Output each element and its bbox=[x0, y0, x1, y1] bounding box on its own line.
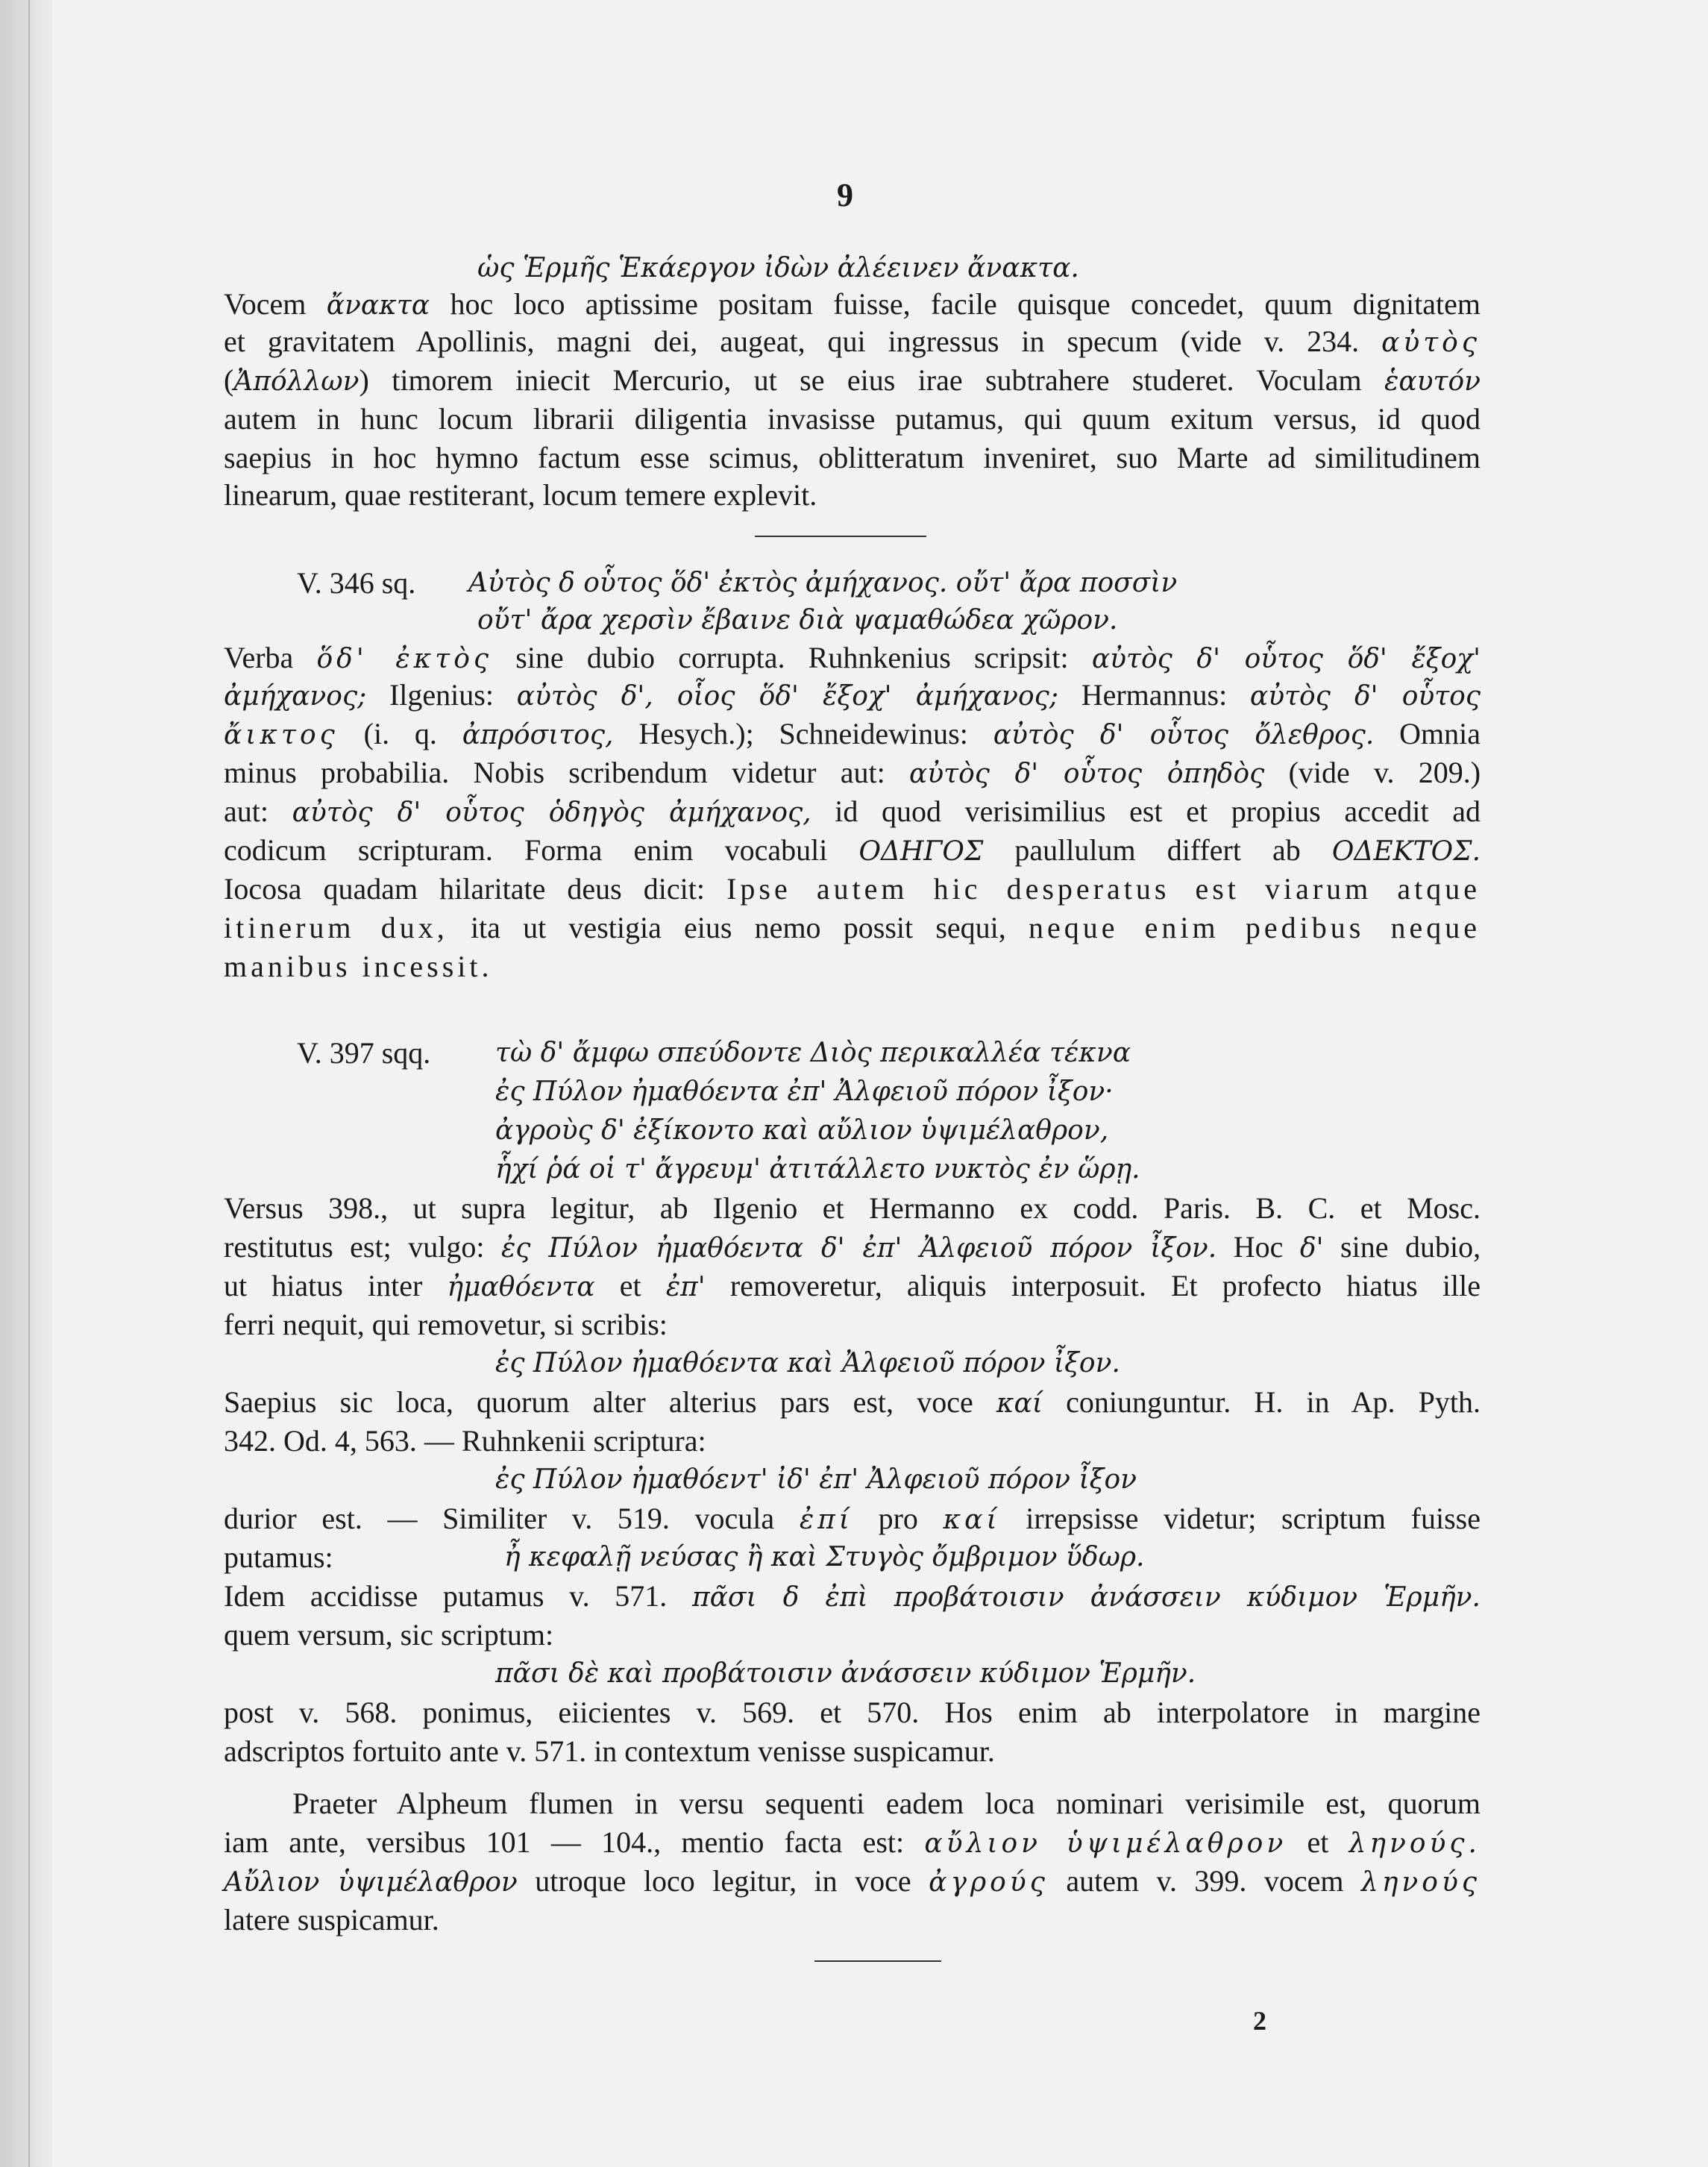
paragraph-line: ἀμήχανος; Ilgenius: αὐτὸς δ', οἷος ὅδ' ἔξοχ' ἀμήχανος; Hermannus: αὐτὸς δ' οὗτος bbox=[224, 678, 1481, 712]
paragraph-line: putamus: bbox=[224, 1540, 333, 1574]
paragraph-line: restitutus est; vulgo: ἐς Πύλον ἠμαθόεντα δ' ἐπ' Ἀλφειοῦ πόρον ἶξον. Hoc δ' sine dubio, bbox=[224, 1230, 1481, 1264]
paragraph-line: Verba ὅδ' ἐκτὸς sine dubio corrupta. Ruhnkenius scripsit: αὐτὸς δ' οὗτος ὅδ' ἔξοχ' bbox=[224, 641, 1481, 674]
quoted-verse: ἐς Πύλον ἠμαθόεντ' ἰδ' ἐπ' Ἀλφειοῦ πόρον ἶξον bbox=[495, 1464, 1137, 1495]
paragraph-line: (Ἀπόλλων) timorem iniecit Mercurio, ut se eius irae subtrahere studeret. Voculam ἑαυτόν bbox=[224, 363, 1481, 397]
verse-reference-label: V. 397 sqq. bbox=[297, 1036, 431, 1070]
paragraph-line: iam ante, versibus 101 — 104., mentio facta est: αὔλιον ὑψιμέλαθρον et ληνούς. bbox=[224, 1825, 1481, 1859]
quoted-verse: οὔτ' ἄρα χερσὶν ἔβαινε διὰ ψαμαθώδεα χῶρον. bbox=[477, 605, 1118, 636]
paragraph-line: ἄικτος (i. q. ἀπρόσιτος, Hesych.); Schneidewinus: αὐτὸς δ' οὗτος ὄλεθρος. Omnia bbox=[224, 717, 1481, 750]
paragraph-line: ferri nequit, qui removetur, si scribis: bbox=[224, 1308, 668, 1341]
paragraph-line: aut: αὐτὸς δ' οὗτος ὁδηγὸς ἀμήχανος, id quod verisimilius est et propius accedit ad bbox=[224, 794, 1481, 828]
quoted-verse: ἀγροὺς δ' ἐξίκοντο καὶ αὔλιον ὑψιμέλαθρον, bbox=[495, 1115, 1109, 1146]
paragraph-line: Praeter Alpheum flumen in versu sequenti eadem loca nominari verisimile est, quorum bbox=[292, 1787, 1481, 1820]
paragraph-line: post v. 568. ponimus, eiicientes v. 569. et 570. Hos enim ab interpolatore in margine bbox=[224, 1696, 1481, 1729]
book-spine-shadow bbox=[28, 0, 30, 2167]
paragraph-line: saepius in hoc hymno factum esse scimus, oblitteratum inveniret, suo Marte ad similitudinem bbox=[224, 441, 1481, 474]
paragraph-line: linearum, quae restiterant, locum temere explevit. bbox=[224, 478, 817, 512]
paragraph-line: ut hiatus inter ἠμαθόεντα et ἐπ' removeretur, aliquis interposuit. Et profecto hiatus ille bbox=[224, 1269, 1481, 1302]
paragraph-line: Idem accidisse putamus v. 571. πᾶσι δ ἐπὶ προβάτοισιν ἀνάσσειν κύδιμον Ἑρμῆν. bbox=[224, 1579, 1481, 1613]
quoted-verse: ἦ κεφαλῇ νεύσας ἢ καὶ Στυγὸς ὄμβριμον ὕδωρ. bbox=[504, 1542, 1145, 1572]
quoted-verse: τὼ δ' ἄμφω σπεύδοντε Διὸς περικαλλέα τέκνα bbox=[495, 1038, 1131, 1068]
paragraph-line: latere suspicamur. bbox=[224, 1903, 439, 1936]
printer-signature-mark: 2 bbox=[1253, 2006, 1266, 2036]
paragraph-line: itinerum dux, ita ut vestigia eius nemo possit sequi, neque enim pedibus neque bbox=[224, 911, 1481, 944]
quoted-verse: ἐς Πύλον ἠμαθόεντα καὶ Ἀλφειοῦ πόρον ἶξον. bbox=[495, 1348, 1120, 1379]
paragraph-line: adscriptos fortuito ante v. 571. in contextum venisse suspicamur. bbox=[224, 1734, 995, 1768]
quoted-verse: Αὐτὸς δ οὗτος ὅδ' ἐκτὸς ἀμήχανος. οὔτ' ἄρα ποσσὶν bbox=[468, 568, 1178, 598]
paragraph-line: minus probabilia. Nobis scribendum videtur aut: αὐτὸς δ' οὗτος ὀπηδὸς (vide v. 209.) bbox=[224, 756, 1481, 789]
paragraph-line: codicum scripturam. Forma enim vocabuli ΟΔΗΓΟΣ paullulum differt ab ΟΔΕΚΤΟΣ. bbox=[224, 833, 1481, 867]
paragraph-line: manibus incessit. bbox=[224, 950, 493, 983]
paragraph-line: Saepius sic loca, quorum alter alterius pars est, voce καί coniunguntur. H. in Ap. Pyth. bbox=[224, 1385, 1481, 1419]
page-number: 9 bbox=[837, 177, 853, 213]
section-divider bbox=[755, 536, 926, 537]
paragraph-line: durior est. — Similiter v. 519. vocula ἐπί pro καί irrepsisse videtur; scriptum fuisse bbox=[224, 1502, 1481, 1535]
section-divider bbox=[814, 1960, 941, 1962]
quoted-verse: πᾶσι δὲ καὶ προβάτοισιν ἀνάσσειν κύδιμον Ἑρμῆν. bbox=[495, 1658, 1196, 1689]
paragraph-line: et gravitatem Apollinis, magni dei, augeat, qui ingressus in specum (vide v. 234. αὐτὸς bbox=[224, 324, 1481, 358]
paragraph-line: Vocem ἄνακτα hoc loco aptissime positam fuisse, facile quisque concedet, quum dignitatem bbox=[224, 287, 1481, 321]
quoted-verse: ἐς Πύλον ἠμαθόεντα ἐπ' Ἀλφειοῦ πόρον ἶξον· bbox=[495, 1076, 1114, 1107]
paragraph-line: autem in hunc locum librarii diligentia invasisse putamus, qui quum exitum versus, id quod bbox=[224, 402, 1481, 436]
paragraph-line: 342. Od. 4, 563. — Ruhnkenii scriptura: bbox=[224, 1424, 706, 1458]
paragraph-line: Versus 398., ut supra legitur, ab Ilgenio et Hermanno ex codd. Paris. B. C. et Mosc. bbox=[224, 1191, 1481, 1225]
paragraph-line: quem versum, sic scriptum: bbox=[224, 1618, 554, 1652]
paragraph-line: Iocosa quadam hilaritate deus dicit: Ipse autem hic desperatus est viarum atque bbox=[224, 872, 1481, 906]
verse-reference-label: V. 346 sq. bbox=[297, 566, 416, 600]
quoted-verse: ἧχί ῥά οἱ τ' ἄγρευμ' ἀτιτάλλετο νυκτὸς ἐν ὥρῃ. bbox=[495, 1154, 1140, 1185]
paragraph-line: Αὔλιον ὑψιμέλαθρον utroque loco legitur, in voce ἀγρούς autem v. 399. vocem ληνούς bbox=[224, 1864, 1481, 1898]
quoted-verse: ὡς Ἑρμῆς Ἑκάεργον ἰδὼν ἀλέεινεν ἄνακτα. bbox=[477, 253, 1079, 283]
